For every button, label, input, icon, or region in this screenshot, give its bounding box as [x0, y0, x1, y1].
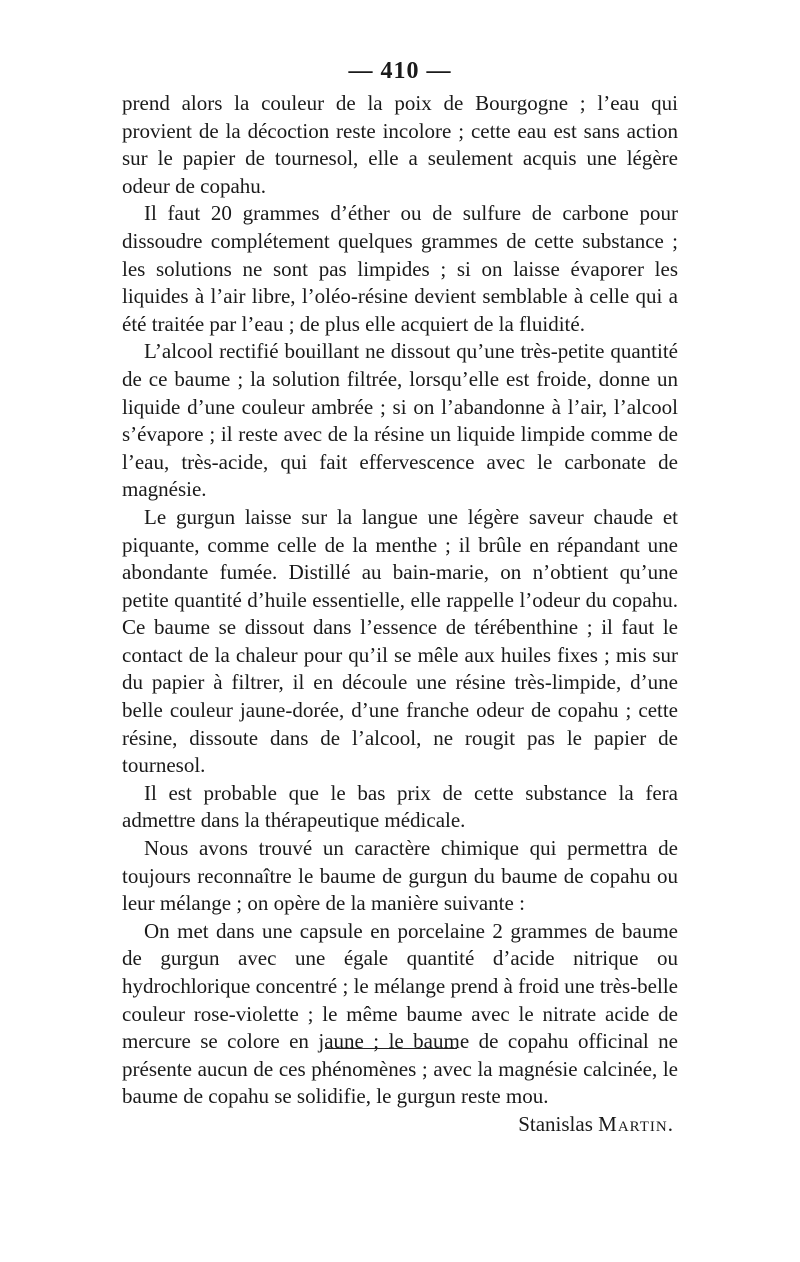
paragraph-3: L’alcool rectifié bouillant ne dissout qu’une très-petite quantité de ce baume ; la solution filtrée, lorsqu’elle est froide, donne un liquide d’une couleur ambrée ; si on l’abandonne à l’air, l’alcool s’évapore ; il reste avec de la résine un liquide limpide comme de l’eau, très-acide, qui fait effervescence avec le carbonate de magnésie.: [122, 339, 678, 502]
body-text: [122, 90, 678, 1139]
author-first-name: Stanislas: [518, 1111, 593, 1136]
paragraph-5: Il est probable que le bas prix de cette substance la fera admettre dans la thérapeutique médicale.: [122, 780, 678, 833]
page-number: — 410 —: [348, 58, 452, 84]
author-surname: Martin.: [598, 1111, 674, 1136]
closing-rule: [325, 1048, 457, 1049]
paragraph-6: Nous avons trouvé un caractère chimique qui permettra de toujours reconnaître le baume de gurgun du baume de copahu ou leur mélange ; on opère de la manière suivante :: [122, 836, 678, 916]
paragraph-4: Le gurgun laisse sur la langue une légère saveur chaude et piquante, comme celle de la menthe ; il brûle en répandant une abondante fumée. Distillé au bain-marie, on n’obtient qu’une petite quantité d’huile essentielle, elle rappelle l’odeur du copahu. Ce baume se dissout dans l’essence de térébenthine ; il faut le contact de la chaleur pour qu’il se mêle aux huiles fixes ; mis sur du papier à filtrer, il en découle une résine très-limpide, d’une belle couleur jaune-dorée, d’une franche odeur de copahu ; cette résine, dissoute dans de l’alcool, ne rougit pas le papier de tournesol.: [122, 504, 678, 778]
paragraph-1: prend alors la couleur de la poix de Bourgogne ; l’eau qui provient de la décoction reste incolore ; cette eau est sans action sur le papier de tournesol, elle a seulement acquis une légère odeur de copahu.: [122, 91, 678, 198]
paragraph-7: On met dans une capsule en porcelaine 2 grammes de baume de gurgun avec une égale quantité d’acide nitrique ou hydrochlorique concentré ; le mélange prend à froid une très-belle couleur rose-violette ; le même baume avec le nitrate acide de mercure se colore en jaune ; le baume de copahu officinal ne présente aucun de ces phénomènes ; avec la magnésie calcinée, le baume de copahu se solidifie, le gurgun reste mou.: [122, 918, 678, 1109]
author-signature: [122, 1111, 678, 1139]
paragraph-2: Il faut 20 grammes d’éther ou de sulfure de carbone pour dissoudre complétement quelques grammes de cette substance ; les solutions ne sont pas limpides ; si on laisse évaporer les liquides à l’air libre, l’oléo-résine devient semblable à celle qui a été traitée par l’eau ; de plus elle acquiert de la fluidité.: [122, 201, 678, 336]
